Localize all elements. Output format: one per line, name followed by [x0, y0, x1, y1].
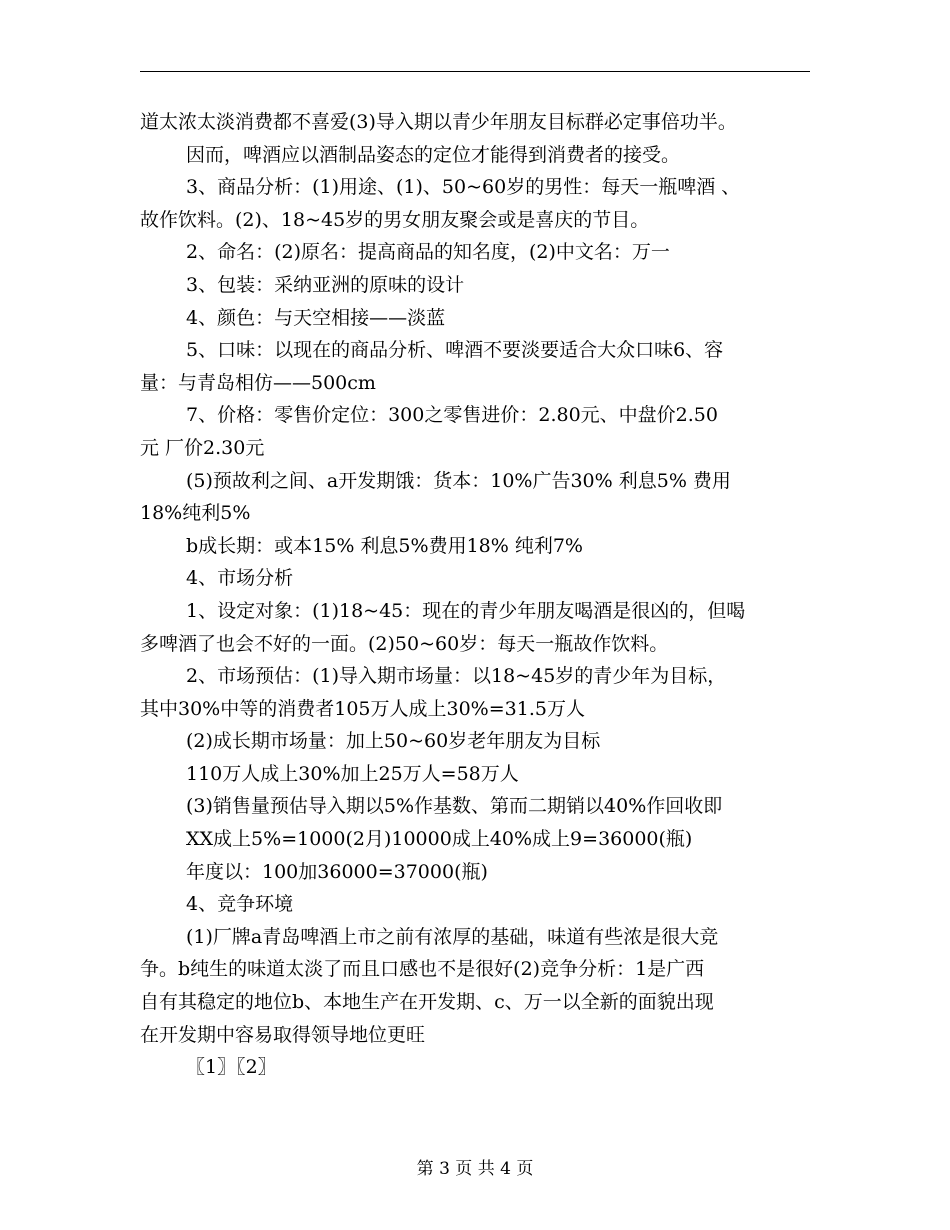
text-line: 自有其稳定的地位b、本地生产在开发期、c、万一以全新的面貌出现 [140, 991, 714, 1014]
text-line: 元 厂价2.30元 [140, 436, 265, 459]
text-line: 其中30%中等的消费者105万人成上30%=31.5万人 [140, 697, 585, 720]
text-line: 5、口味：以现在的商品分析、啤酒不要淡要适合大众口味6、容 [186, 339, 724, 362]
text-line: 18%纯利5% [140, 502, 251, 525]
text-line: 因而，啤酒应以酒制品姿态的定位才能得到消费者的接受。 [186, 143, 681, 166]
text-line: 争。b纯生的味道太淡了而且口感也不是很好(2)竞争分析：1是广西 [140, 958, 705, 981]
text-line: 量：与青岛相仿——500cm [140, 371, 376, 394]
text-line: 道太浓太淡消费都不喜爱(3)导入期以青少年朋友目标群必定事倍功半。 [140, 111, 737, 133]
text-line: 4、市场分析 [186, 567, 294, 590]
text-line: (5)预故利之间、a开发期饿：货本：10%广告30% 利息5% 费用 [186, 469, 731, 492]
text-line: 故作饮料。(2)、18~45岁的男女朋友聚会或是喜庆的节目。 [140, 208, 650, 231]
text-line: 3、包装：采纳亚洲的原味的设计 [186, 273, 465, 296]
text-line: 4、颜色：与天空相接——淡蓝 [186, 306, 446, 329]
header-rule [140, 71, 810, 72]
text-line: 〖1〗〖2〗 [186, 1056, 277, 1079]
text-line: (1)厂牌a青岛啤酒上市之前有浓厚的基础，味道有些浓是很大竞 [186, 925, 719, 948]
text-line: 多啤酒了也会不好的一面。(2)50~60岁：每天一瓶故作饮料。 [140, 632, 669, 655]
text-line: 4、竞争环境 [186, 893, 294, 916]
text-line: 110万人成上30%加上25万人=58万人 [186, 762, 519, 785]
text-line: 在开发期中容易取得领导地位更旺 [140, 1023, 426, 1046]
text-line: 2、市场预估：(1)导入期市场量：以18~45岁的青少年为目标， [186, 665, 727, 688]
text-line: (2)成长期市场量：加上50~60岁老年朋友为目标 [186, 730, 601, 753]
text-line: 3、商品分析：(1)用途、(1)、50~60岁的男性：每天一瓶啤酒 、 [186, 176, 741, 199]
text-line: (3)销售量预估导入期以5%作基数、第而二期销以40%作回收即 [186, 795, 723, 818]
text-line: b成长期：或本15% 利息5%费用18% 纯利7% [186, 534, 583, 557]
text-line: XX成上5%=1000(2月)10000成上40%成上9=36000(瓶) [186, 828, 693, 851]
document-body [140, 106, 820, 1084]
text-line: 年度以：100加36000=37000(瓶) [186, 860, 488, 883]
text-line: 7、价格：零售价定位：300之零售进价：2.80元、中盘价2.50 [186, 404, 718, 427]
page-footer: 第 3 页 共 4 页 [416, 1159, 534, 1179]
text-line: 2、命名：(2)原名：提高商品的知名度，(2)中文名：万一 [186, 241, 670, 264]
text-line: 1、设定对象：(1)18~45：现在的青少年朋友喝酒是很凶的，但喝 [186, 599, 746, 622]
